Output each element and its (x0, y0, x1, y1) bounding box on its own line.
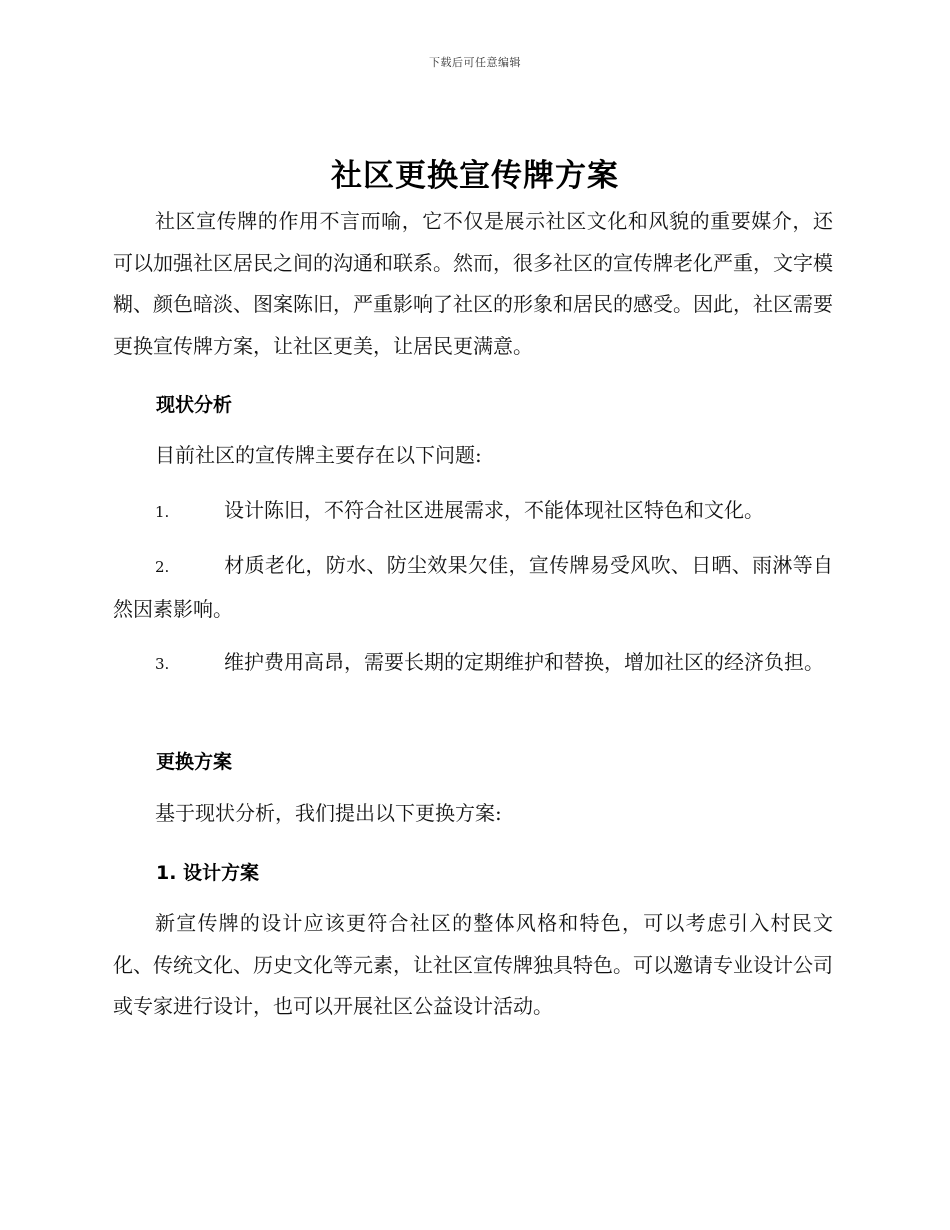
list-item-text: 设计陈旧，不符合社区进展需求，不能体现社区特色和文化。 (224, 498, 764, 522)
status-lead-paragraph: 目前社区的宣传牌主要存在以下问题: (155, 443, 482, 467)
intro-paragraph: 社区宣传牌的作用不言而喻，它不仅是展示社区文化和风貌的重要媒介，还可以加强社区居民之间的沟通和联系。然而，很多社区的宣传牌老化严重，文字模糊、颜色暗淡、图案陈旧，严重影响了社区的形象和居民的感受。因此，社区需要更换宣传牌方案，让社区更美，让居民更满意。 (113, 209, 833, 358)
subsection-heading-design: 1. 设计方案 (156, 862, 260, 884)
list-item-number: 1. (155, 503, 170, 521)
list-item (113, 545, 833, 630)
list-item (113, 642, 833, 686)
design-paragraph: 新宣传牌的设计应该更符合社区的整体风格和特色，可以考虑引入村民文化、传统文化、历史文化等元素，让社区宣传牌独具特色。可以邀请专业设计公司或专家进行设计，也可以开展社区公益设计活动。 (113, 911, 833, 1018)
section-heading-status: 现状分析 (156, 394, 233, 416)
document-title: 社区更换宣传牌方案 (331, 158, 619, 194)
section-heading-plan: 更换方案 (156, 751, 233, 773)
list-item (113, 490, 833, 534)
list-item-number: 2. (155, 558, 170, 576)
plan-lead-paragraph: 基于现状分析，我们提出以下更换方案: (155, 801, 502, 825)
list-item-text: 维护费用高昂，需要长期的定期维护和替换，增加社区的经济负担。 (224, 650, 824, 674)
list-item-number: 3. (155, 655, 170, 673)
list-item-text: 材质老化，防水、防尘效果欠佳，宣传牌易受风吹、日晒、雨淋等自然因素影响。 (113, 553, 833, 621)
header-note: 下载后可任意编辑 (429, 56, 521, 69)
